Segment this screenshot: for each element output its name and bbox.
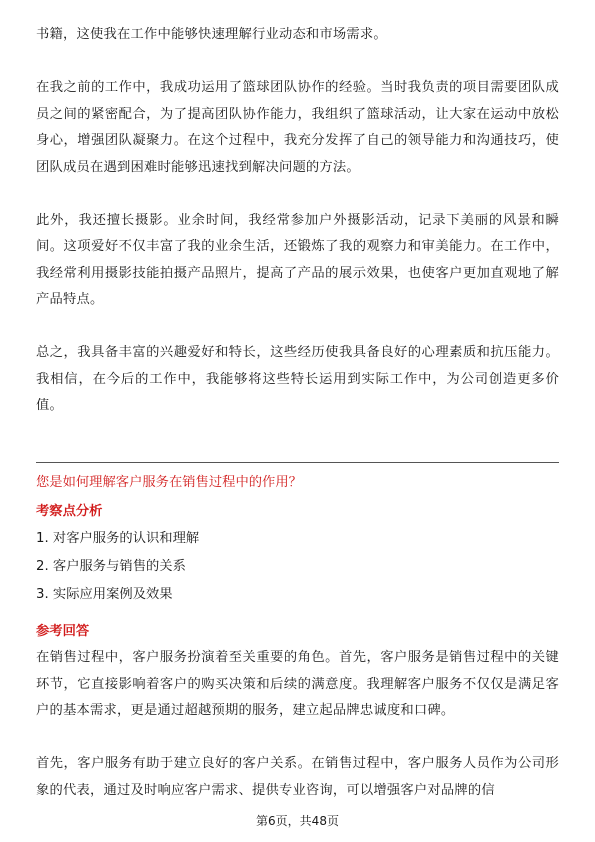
paragraph-photography: 此外，我还擅长摄影。业余时间，我经常参加户外摄影活动，记录下美丽的风景和瞬间。这项爱好不仅丰富了我的业余生活，还锻炼了我的观察力和审美能力。在工作中，我经常利用摄影技能拍摄产品照片，提高了产品的展示效果，也使客户更加直观地了解产品特点。 [36,212,559,307]
answer-paragraph-1: 在销售过程中，客户服务扮演着至关重要的角色。首先，客户服务是销售过程中的关键环节，它直接影响着客户的购买决策和后续的满意度。我理解客户服务不仅仅是满足客户的基本需求，更是通过超越预期的服务，建立起品牌忠诚度和口碑。 [36,650,559,718]
paragraph-continuation: 书籍，这使我在工作中能够快速理解行业动态和市场需求。 [36,27,387,42]
list-item: 3. 实际应用案例及效果 [36,587,173,602]
section-divider [36,462,559,463]
paragraph-basketball: 在我之前的工作中，我成功运用了篮球团队协作的经验。当时我负责的项目需要团队成员之间的紧密配合，为了提高团队协作能力，我组织了篮球活动，让大家在运动中放松身心，增强团队凝聚力。在这个过程中，我充分发挥了自己的领导能力和沟通技巧，使团队成员在遇到困难时能够迅速找到解决问题的方法。 [36,80,559,175]
list-item: 2. 客户服务与销售的关系 [36,559,186,574]
paragraph-summary: 总之，我具备丰富的兴趣爱好和特长，这些经历使我具备良好的心理素质和抗压能力。我相信，在今后的工作中，我能够将这些特长运用到实际工作中，为公司创造更多价值。 [36,345,559,413]
answer-section [36,619,559,804]
page-number: 第6页，共48页 [256,814,339,828]
analysis-heading: 考察点分析 [36,504,103,519]
previous-answer-body [36,22,559,420]
answer-heading: 参考回答 [36,624,90,639]
question-title: 您是如何理解客户服务在销售过程中的作用？ [36,475,302,490]
list-item: 1. 对客户服务的认识和理解 [36,531,200,546]
answer-paragraph-2: 首先，客户服务有助于建立良好的客户关系。在销售过程中，客户服务人员作为公司形象的代表，通过及时响应客户需求、提供专业咨询，可以增强客户对品牌的信 [36,756,559,798]
analysis-section [36,499,559,609]
